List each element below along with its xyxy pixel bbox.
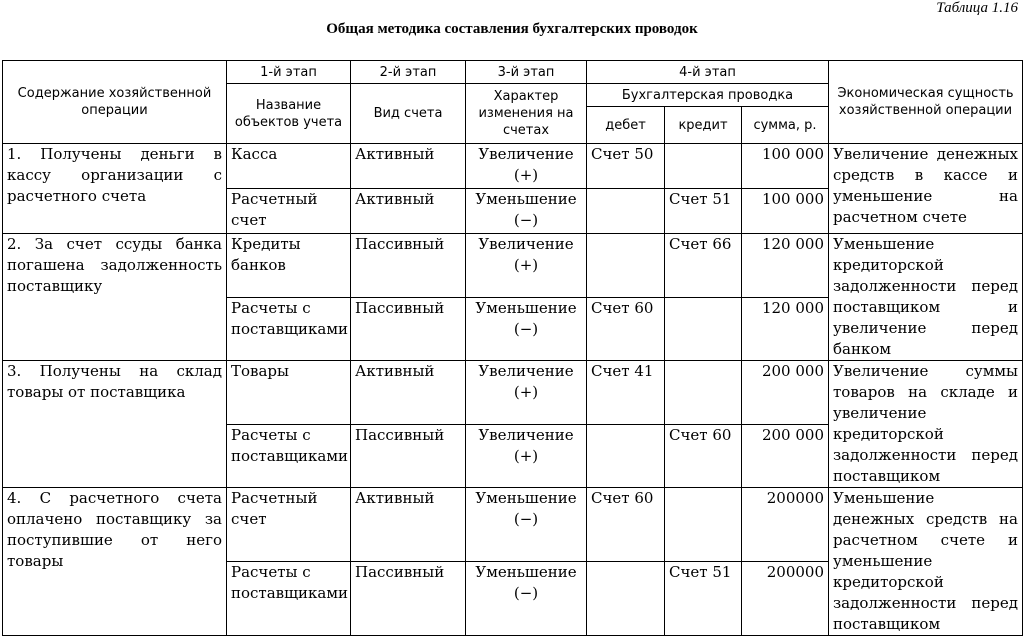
economic-essence: Увеличение денежных средств в кассе и уменьшение на расчетном счете	[829, 144, 1023, 234]
credit-account: Счет 51	[665, 562, 742, 636]
account-type: Активный	[351, 361, 466, 425]
table-row	[3, 488, 1023, 562]
table-row	[3, 361, 1023, 425]
debit-account: Счет 41	[587, 361, 665, 425]
header-change: Характер изменения на счетах	[466, 84, 587, 144]
header-essence: Экономическая сущность хозяйственной операции	[829, 61, 1023, 144]
change-nature: Уменьшение (−)	[466, 297, 587, 361]
credit-account	[665, 297, 742, 361]
entry-sum: 200 000	[742, 424, 829, 488]
debit-account: Счет 60	[587, 297, 665, 361]
account-type: Пассивный	[351, 562, 466, 636]
credit-account	[665, 144, 742, 189]
entry-sum: 200000	[742, 562, 829, 636]
entry-sum: 100 000	[742, 144, 829, 189]
account-type: Активный	[351, 144, 466, 189]
header-sum: сумма, р.	[742, 107, 829, 144]
debit-account	[587, 234, 665, 298]
object-name: Кредиты банков	[227, 234, 351, 298]
debit-account: Счет 50	[587, 144, 665, 189]
object-name: Касса	[227, 144, 351, 189]
change-nature: Увеличение (+)	[466, 361, 587, 425]
object-name: Расчеты с поставщиками	[227, 424, 351, 488]
change-nature: Уменьшение (−)	[466, 189, 587, 234]
header-stage-2: 2-й этап	[351, 61, 466, 84]
operation-description: 2. За счет ссуды банка погашена задолженность поставщику	[3, 234, 227, 361]
debit-account	[587, 189, 665, 234]
debit-account	[587, 424, 665, 488]
credit-account: Счет 51	[665, 189, 742, 234]
operation-description: 4. С расчетного счета оплачено поставщику за поступившие от него товары	[3, 488, 227, 636]
table-number: Таблица 1.16	[936, 0, 1018, 16]
header-stage-3: 3-й этап	[466, 61, 587, 84]
economic-essence: Увеличение суммы товаров на складе и увеличение кредиторской задолженности перед поставщиком	[829, 361, 1023, 488]
header-operation: Содержание хозяйственной операции	[3, 61, 227, 144]
object-name: Расчетный счет	[227, 488, 351, 562]
entry-sum: 200 000	[742, 361, 829, 425]
change-nature: Увеличение (+)	[466, 424, 587, 488]
table-title: Общая методика составления бухгалтерских проводок	[326, 21, 698, 37]
header-entry: Бухгалтерская проводка	[587, 84, 829, 107]
entry-sum: 100 000	[742, 189, 829, 234]
credit-account	[665, 488, 742, 562]
account-type: Пассивный	[351, 424, 466, 488]
header-stage-1: 1-й этап	[227, 61, 351, 84]
change-nature: Увеличение (+)	[466, 144, 587, 189]
object-name: Товары	[227, 361, 351, 425]
header-objects: Название объектов учета	[227, 84, 351, 144]
change-nature: Уменьшение (−)	[466, 488, 587, 562]
account-type: Пассивный	[351, 234, 466, 298]
entry-sum: 120 000	[742, 234, 829, 298]
header-debit: дебет	[587, 107, 665, 144]
accounting-entries-table	[2, 60, 1023, 636]
header-stage-4: 4-й этап	[587, 61, 829, 84]
table-row	[3, 234, 1023, 298]
entry-sum: 120 000	[742, 297, 829, 361]
entry-sum: 200000	[742, 488, 829, 562]
credit-account	[665, 361, 742, 425]
object-name: Расчетный счет	[227, 189, 351, 234]
economic-essence: Уменьшение кредиторской задолженности перед поставщиком и увеличение перед банком	[829, 234, 1023, 361]
account-type: Активный	[351, 488, 466, 562]
debit-account: Счет 60	[587, 488, 665, 562]
operation-description: 1. Получены деньги в кассу организации с расчетного счета	[3, 144, 227, 234]
header-account-type: Вид счета	[351, 84, 466, 144]
economic-essence: Уменьшение денежных средств на расчетном счете и уменьшение кредиторской задолженности перед поставщиком	[829, 488, 1023, 636]
credit-account: Счет 66	[665, 234, 742, 298]
object-name: Расчеты с поставщиками	[227, 562, 351, 636]
account-type: Пассивный	[351, 297, 466, 361]
change-nature: Увеличение (+)	[466, 234, 587, 298]
credit-account: Счет 60	[665, 424, 742, 488]
account-type: Активный	[351, 189, 466, 234]
change-nature: Уменьшение (−)	[466, 562, 587, 636]
table-row	[3, 144, 1023, 189]
operation-description: 3. Получены на склад товары от поставщика	[3, 361, 227, 488]
object-name: Расчеты с поставщиками	[227, 297, 351, 361]
header-credit: кредит	[665, 107, 742, 144]
debit-account	[587, 562, 665, 636]
